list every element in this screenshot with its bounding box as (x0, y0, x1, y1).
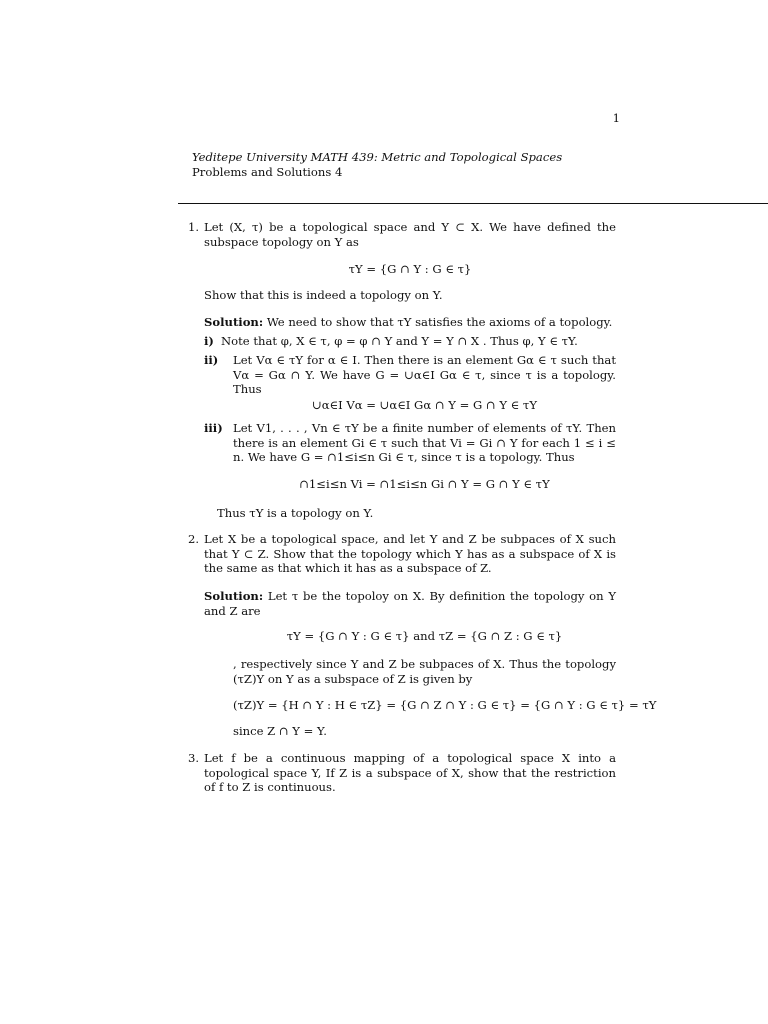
problem-1-number: 1. (188, 220, 200, 234)
problem-1-task: Show that this is indeed a topology on Y. (204, 288, 443, 302)
tau-z-formula: τZ = {G ∩ Z : G ∈ τ} (438, 629, 563, 643)
problem-2-formulas (233, 629, 616, 644)
step-i-label: i) (204, 334, 214, 348)
page-number: 1 (612, 111, 620, 125)
step-iii-text: Let V1, . . . , Vn ∈ τY be a finite number of elements of τY. Then there is an element Gi ∈ τ such that Vi = Gi ∩ Y for each 1 ≤ i ≤ n. We have G = ∩1≤i≤n Gi ∈ τ, since τ is a topology. Thus (233, 421, 616, 465)
problem-2-number: 2. (188, 532, 200, 546)
solution-intro-2: Let τ be the topoloy on X. By definition the topology on Y and Z are (204, 589, 617, 618)
step-ii-label: ii) (204, 353, 219, 367)
step-iii-label: iii) (204, 421, 223, 435)
problem-2-middle: , respectively since Y and Z be subpaces of X. Thus the topology (τZ)Y on Y as a subspace of Z is given by (233, 657, 616, 686)
problem-2-closing: since Z ∩ Y = Y. (233, 724, 327, 738)
problem-3-statement: Let f be a continuous mapping of a topological space X into a topological space Y, If Z is a subspace of X, show that the restriction of f to Z is continuous. (204, 751, 616, 795)
problem-1-conclusion: Thus τY is a topology on Y. (217, 506, 374, 520)
solution-label-2: Solution: (204, 589, 264, 603)
step-ii-text: Let Vα ∈ τY for α ∈ I. Then there is an element Gα ∈ τ such that Vα = Gα ∩ Y. We have G = ∪α∈I Gα ∈ τ, since τ is a topology. Thus (233, 353, 616, 397)
problem-1-solution (204, 315, 616, 330)
document-header (192, 150, 562, 179)
problem-2-long-formula: (τZ)Y = {H ∩ Y : H ∈ τZ} = {G ∩ Z ∩ Y : G ∈ τ} = {G ∩ Y : G ∈ τ} = τY (233, 698, 657, 712)
problem-1-formula: τY = {G ∩ Y : G ∈ τ} (348, 262, 472, 276)
problem-3-number: 3. (188, 751, 200, 765)
step-ii-formula: ∪α∈I Vα = ∪α∈I Gα ∩ Y = G ∩ Y ∈ τY (311, 398, 537, 412)
problem-1-statement: Let (X, τ) be a topological space and Y ⊂ X. We have defined the subspace topology on Y as (204, 220, 616, 249)
solution-intro: We need to show that τY satisfies the axioms of a topology. (266, 315, 613, 329)
step-iii-formula: ∩1≤i≤n Vi = ∩1≤i≤n Gi ∩ Y = G ∩ Y ∈ τY (299, 477, 550, 491)
solution-label: Solution: (204, 315, 264, 329)
tau-y-formula: τY = {G ∩ Y : G ∈ τ} (286, 629, 410, 643)
document-subtitle: Problems and Solutions 4 (192, 164, 343, 179)
header-rule (178, 203, 768, 204)
step-i-text: Note that φ, X ∈ τ, φ = φ ∩ Y and Y = Y ∩ X . Thus φ, Y ∈ τY. (221, 334, 578, 348)
course-title: Yeditepe University MATH 439: Metric and Topological Spaces (192, 150, 563, 164)
problem-2-statement: Let X be a topological space, and let Y and Z be subpaces of X such that Y ⊂ Z. Show that the topology which Y has as a subspace of X is the same as that which it has as a subspace of Z. (204, 532, 616, 576)
problem-2-solution (204, 589, 616, 618)
and-word: and (413, 629, 435, 643)
